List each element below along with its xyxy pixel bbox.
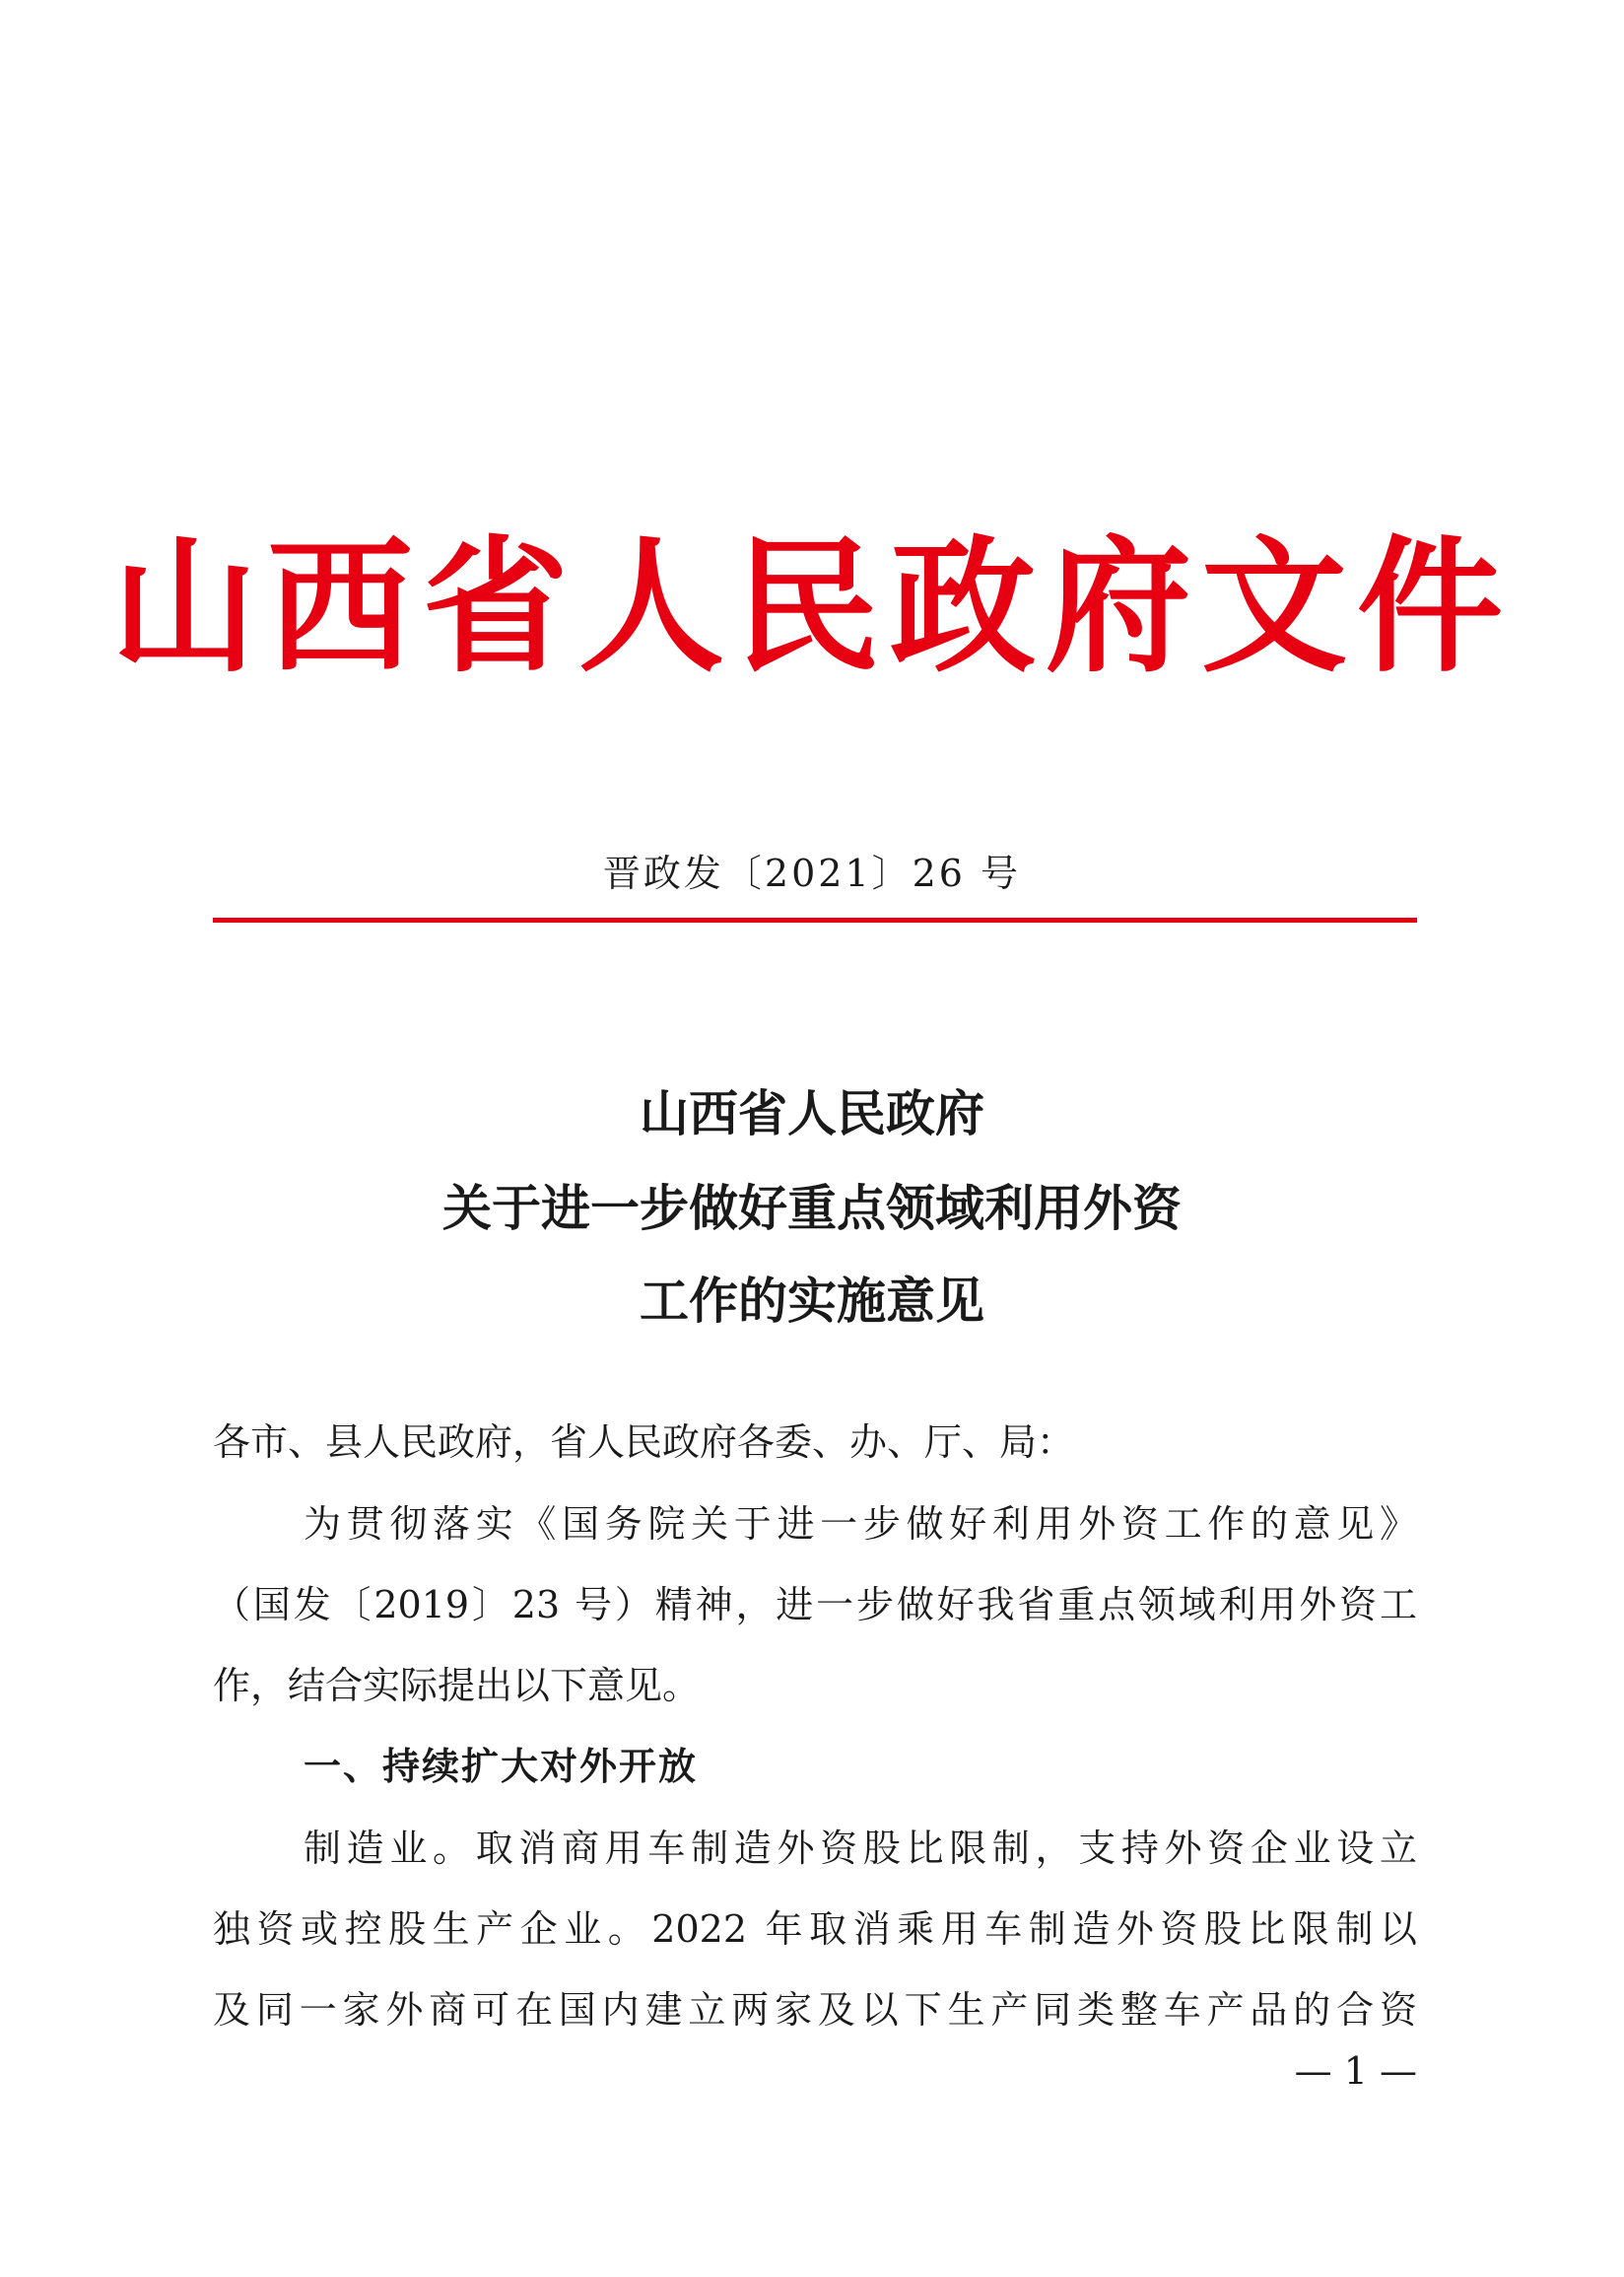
document-title-line-1: 山西省人民政府 <box>640 1084 984 1142</box>
section-para-line-2: 独资或控股生产企业。2022 年取消乘用车制造外资股比限制以 <box>213 1907 1417 1951</box>
intro-line-3: 作，结合实际提出以下意见。 <box>213 1664 701 1707</box>
salutation: 各市、县人民政府，省人民政府各委、办、厅、局： <box>213 1420 1075 1464</box>
document-title-line-2: 关于进一步做好重点领域利用外资 <box>442 1179 1182 1237</box>
document-number: 晋政发〔2021〕26 号 <box>602 852 1022 895</box>
page-number: — 1 — <box>1294 2049 1417 2093</box>
section-para-line-1: 制造业。取消商用车制造外资股比限制，支持外资企业设立 <box>304 1827 1417 1870</box>
section-heading: 一、持续扩大对外开放 <box>304 1745 699 1788</box>
intro-line-1: 为贯彻落实《国务院关于进一步做好利用外资工作的意见》 <box>304 1502 1417 1546</box>
section-para-line-3: 及同一家外商可在国内建立两家及以下生产同类整车产品的合资 <box>213 1988 1417 2032</box>
masthead-title: 山西省人民政府文件 <box>111 520 1513 692</box>
intro-line-2: （国发〔2019〕23 号）精神，进一步做好我省重点领域利用外资工 <box>213 1583 1417 1626</box>
red-divider-rule <box>213 918 1417 923</box>
document-title-line-3: 工作的实施意见 <box>640 1272 984 1330</box>
